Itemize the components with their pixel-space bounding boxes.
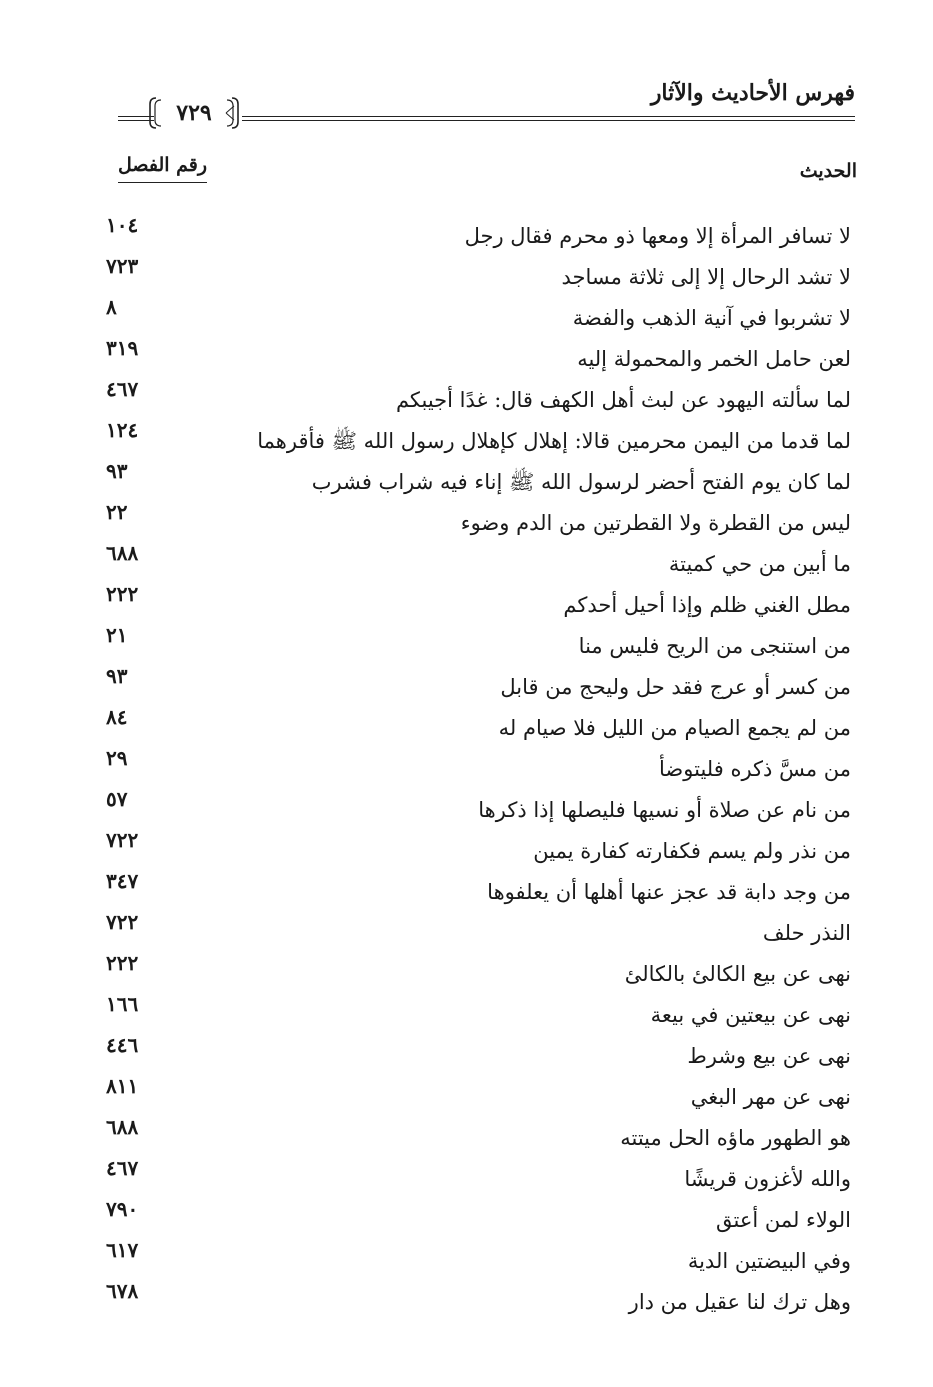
hadith-text: والله لأغزون قريشًا [684,1167,851,1191]
chapter-number: ٤٦٧ [106,1156,139,1180]
chapter-number: ٢٢ [106,500,128,524]
list-item [0,1279,933,1323]
hadith-text: لما سألته اليهود عن لبث أهل الكهف قال: غدًا أجيبكم [395,388,851,412]
chapter-number: ٨٤ [106,705,128,729]
hadith-text: لا تشد الرحال إلا إلى ثلاثة مساجد [561,265,851,289]
hadith-text: من كسر أو عرج فقد حل وليحج من قابل [500,675,851,699]
hadith-text: لعن حامل الخمر والمحمولة إليه [577,347,851,371]
hadith-text: من مسَّ ذكره فليتوضأ [659,757,851,781]
chapter-number: ٣١٩ [106,336,139,360]
hadith-text: لما كان يوم الفتح أحضر لرسول الله ﷺ إناء فيه شراب فشرب [311,470,851,494]
chapter-number: ٣٤٧ [106,869,139,893]
hadith-text: من لم يجمع الصيام من الليل فلا صيام له [498,716,851,740]
chapter-number: ٤٦٧ [106,377,139,401]
chapter-number: ١٠٤ [106,213,139,237]
chapter-number: ٦٨٨ [106,541,139,565]
chapter-number: ٦٧٨ [106,1279,139,1303]
chapter-number: ٩٣ [106,459,128,483]
header-rule [242,116,855,121]
chapter-number: ٤٤٦ [106,1033,139,1057]
chapter-number: ١٦٦ [106,992,139,1016]
hadith-text: نهى عن بيع الكالئ بالكالئ [624,962,851,986]
chapter-number: ٦١٧ [106,1238,139,1262]
hadith-text: مطل الغني ظلم وإذا أحيل أحدكم [563,593,851,617]
hadith-text: من استنجى من الريح فليس منا [578,634,851,658]
chapter-number: ٧٢٢ [106,828,139,852]
column-heading-chapter-number: رقم الفصل [118,154,207,183]
hadith-text: من نام عن صلاة أو نسيها فليصلها إذا ذكرها [478,798,851,822]
hadith-text: ما أبين من حي كميتة [668,552,851,576]
hadith-text: نهى عن بيع وشرط [687,1044,851,1068]
chapter-number: ٢٢٢ [106,951,139,975]
chapter-number: ٢٢٢ [106,582,139,606]
chapter-number: ٢١ [106,623,128,647]
running-header-title: فهرس الأحاديث والآثار [650,80,855,106]
hadith-text: لا تشربوا في آنية الذهب والفضة [572,306,851,330]
hadith-text: هو الطهور ماؤه الحل ميتته [620,1126,851,1150]
hadith-text: لا تسافر المرأة إلا ومعها ذو محرم فقال رجل [464,224,851,248]
chapter-number: ٨١١ [106,1074,139,1098]
page-number: ٧٢٩ [176,100,212,126]
hadith-text: لما قدما من اليمن محرمين قالا: إهلال كإهلال رسول الله ﷺ فأقرهما [257,429,851,453]
hadith-index-list [0,213,933,1323]
hadith-text: نهى عن مهر البغي [690,1085,851,1109]
chapter-number: ٧٢٣ [106,254,139,278]
hadith-text: النذر حلف [762,921,851,945]
column-heading-hadith: الحديث [799,160,857,182]
page-number-frame [148,96,240,130]
chapter-number: ٦٨٨ [106,1115,139,1139]
chapter-number: ٢٩ [106,746,128,770]
chapter-number: ١٢٤ [106,418,139,442]
chapter-number: ٥٧ [106,787,128,811]
chapter-number: ٨ [106,295,117,319]
chapter-number: ٧٩٠ [106,1197,139,1221]
chapter-number: ٩٣ [106,664,128,688]
hadith-text: وفي البيضتين الدية [687,1249,851,1273]
hadith-text: نهى عن بيعتين في بيعة [650,1003,851,1027]
hadith-text: الولاء لمن أعتق [715,1208,851,1232]
chapter-number: ٧٢٢ [106,910,139,934]
hadith-text: من نذر ولم يسم فكفارته كفارة يمين [533,839,851,863]
hadith-text: ليس من القطرة ولا القطرتين من الدم وضوء [460,511,851,535]
hadith-text: من وجد دابة قد عجز عنها أهلها أن يعلفوها [487,880,851,904]
hadith-text: وهل ترك لنا عقيل من دار [628,1290,851,1314]
